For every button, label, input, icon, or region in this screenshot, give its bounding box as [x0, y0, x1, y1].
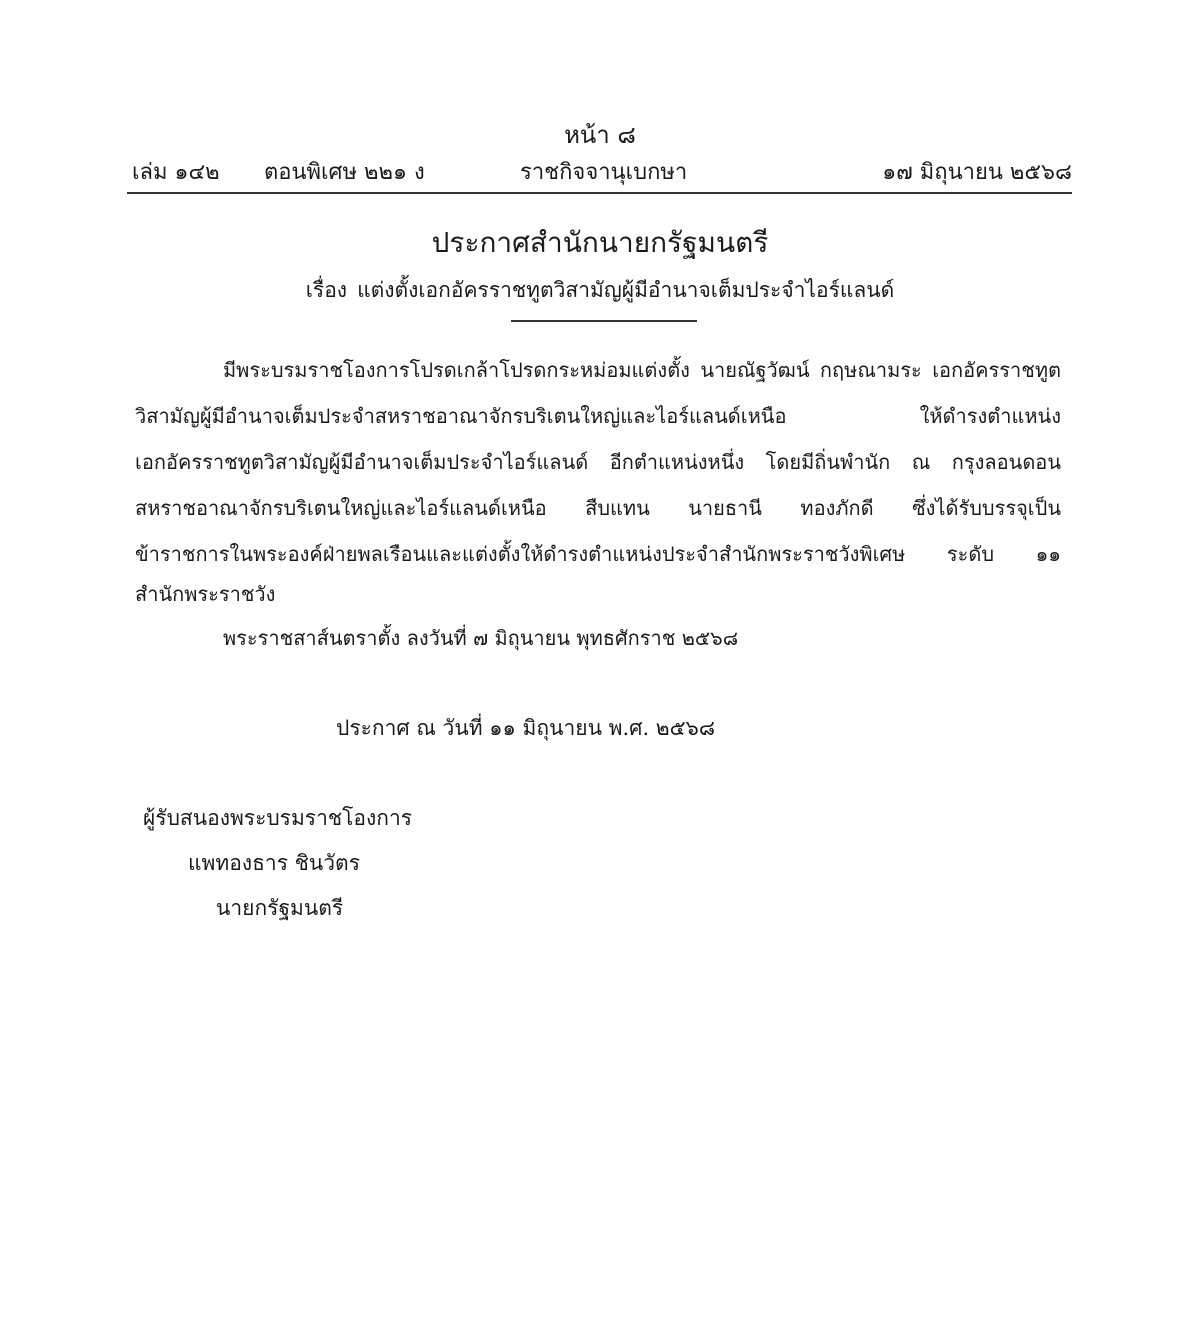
countersign-name: แพทองธาร ชินวัตร — [188, 851, 360, 875]
body-paragraph-line: วิสามัญผู้มีอำนาจเต็มประจำสหราชอาณาจักรบริเตนใหญ่และไอร์แลนด์เหนือ ให้ดำรงตำแหน่ง — [135, 404, 1061, 428]
header-divider — [127, 192, 1072, 194]
body-paragraph-line: ข้าราชการในพระองค์ฝ่ายพลเรือนและแต่งตั้งให้ดำรงตำแหน่งประจำสำนักพระราชวังพิเศษ ระดับ ๑๑ — [135, 542, 1061, 566]
body-paragraph-line: สหราชอาณาจักรบริเตนใหญ่และไอร์แลนด์เหนือ สืบแทน นายธานี ทองภักดี ซึ่งได้รับบรรจุเป็น — [135, 496, 1061, 520]
running-header — [130, 155, 1072, 191]
proclamation-date: ประกาศ ณ วันที่ ๑๑ มิถุนายน พ.ศ. ๒๕๖๘ — [336, 716, 716, 740]
header-date: ๑๗ มิถุนายน ๒๕๖๘ — [882, 160, 1072, 185]
body-paragraph-line: มีพระบรมราชโองการโปรดเกล้าโปรดกระหม่อมแต่งตั้ง นายณัฐวัฒน์ กฤษณามระ เอกอัครราชทูต — [223, 358, 1061, 382]
document-subject — [0, 271, 1200, 309]
body-paragraph-line: เอกอัครราชทูตวิสามัญผู้มีอำนาจเต็มประจำไอร์แลนด์ อีกตำแหน่งหนึ่ง โดยมีถิ่นพำนัก ณ กรุงลอนดอน — [135, 450, 1061, 474]
header-issue: ตอนพิเศษ ๒๒๑ ง — [264, 160, 425, 185]
page-number: หน้า ๘ — [564, 121, 636, 149]
body-paragraph-line: สำนักพระราชวัง — [135, 582, 276, 606]
header-volume: เล่ม ๑๔๒ — [132, 160, 220, 185]
letter-of-credence-line: พระราชสาส์นตราตั้ง ลงวันที่ ๗ มิถุนายน พุทธศักราช ๒๕๖๘ — [223, 626, 739, 650]
subject-text: แต่งตั้งเอกอัครราชทูตวิสามัญผู้มีอำนาจเต็มประจำไอร์แลนด์ — [357, 278, 895, 302]
document-title: ประกาศสำนักนายกรัฐมนตรี — [431, 226, 769, 259]
title-divider — [511, 320, 697, 322]
header-gazette-name: ราชกิจจานุเบกษา — [520, 160, 688, 185]
subject-label: เรื่อง — [305, 278, 348, 302]
countersign-role: ผู้รับสนองพระบรมราชโองการ — [143, 806, 413, 830]
countersign-position: นายกรัฐมนตรี — [216, 896, 344, 920]
